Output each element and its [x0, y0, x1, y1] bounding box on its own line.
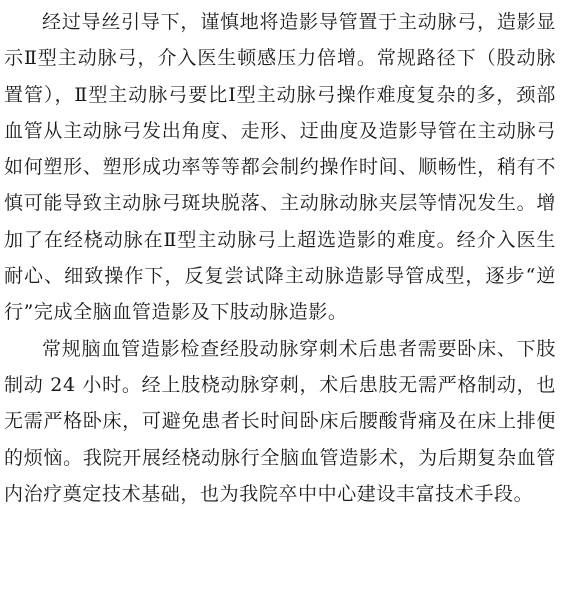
paragraph-2: 常规脑血管造影检查经股动脉穿刺术后患者需要卧床、下肢制动 24 小时。经上肢桡动脉穿刺，术后患肢无需严格制动，也无需严格卧床，可避免患者长时间卧床后腰酸背痛及在床上排便的烦恼。我院开展经桡动脉行全脑血管造影术，为后期复杂血管内治疗奠定技术基础，也为我院卒中中心建设丰富技术手段。: [4, 337, 556, 505]
paragraph-1: 经过导丝引导下，谨慎地将造影导管置于主动脉弓，造影显示Ⅱ型主动脉弓，介入医生顿感压力倍增。常规路径下（股动脉置管），Ⅱ型主动脉弓要比Ⅰ型主动脉弓操作难度复杂的多，颈部血管从主动脉弓发出角度、走形、迂曲度及造影导管在主动脉弓如何塑形、塑形成功率等等都会制约操作时间、顺畅性，稍有不慎可能导致主动脉弓斑块脱落、主动脉动脉夹层等情况发生。增加了在经桡动脉在Ⅱ型主动脉弓上超选造影的难度。经介入医生耐心、细致操作下，反复尝试降主动脉造影导管成型，逐步“逆行”完成全脑血管造影及下肢动脉造影。: [4, 11, 556, 324]
